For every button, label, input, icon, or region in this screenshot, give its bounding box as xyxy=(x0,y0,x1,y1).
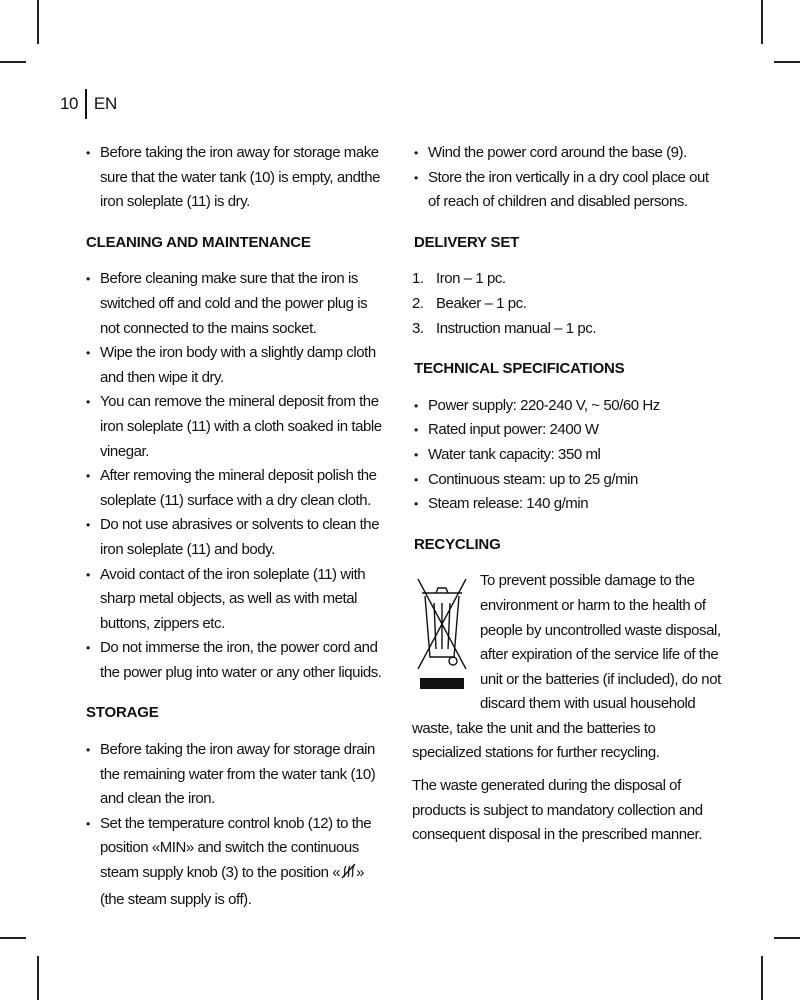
cleaning-list xyxy=(84,267,390,685)
list-item: • Water tank capacity: 350 ml xyxy=(412,443,722,468)
recycling-paragraph: To prevent possible damage to the environment or harm to the health of people by uncontrolled waste disposal, after expiration of the service life of the unit or the batteries (if included), do not discard them with usual household waste, take the unit and the batteries to specialized stations for further recycling. xyxy=(412,572,721,762)
list-item xyxy=(84,812,390,912)
crop-mark xyxy=(0,61,26,63)
list-item: • Steam release: 140 g/min xyxy=(412,492,722,517)
item-text: Instruction manual – 1 pc. xyxy=(436,319,597,337)
cleaning-heading: CLEANING AND MAINTENANCE xyxy=(86,233,311,251)
specs-heading: TECHNICAL SPECIFICATIONS xyxy=(414,360,625,378)
list-item: • Before taking the iron away for storage drain the remaining water from the water tank (10) and clean the iron. xyxy=(84,738,390,812)
list-item: • Before cleaning make sure that the iron is switched off and cold and the power plug is not connected to the mains socket. xyxy=(84,267,390,341)
list-item: • Continuous steam: up to 25 g/min xyxy=(412,468,722,493)
item-number: 3. xyxy=(412,319,424,337)
right-column xyxy=(412,141,722,848)
item-text: Iron – 1 pc. xyxy=(436,270,506,288)
list-item: • Wipe the iron body with a slightly damp cloth and then wipe it dry. xyxy=(84,341,390,390)
list-item: • Before taking the iron away for storage make sure that the water tank (10) is empty, andthe iron soleplate (11) is dry. xyxy=(84,141,390,215)
list-item: • Store the iron vertically in a dry cool place out of reach of children and disabled persons. xyxy=(412,166,722,215)
list-item: • Do not immerse the iron, the power cord and the power plug into water or any other liquids. xyxy=(84,636,390,685)
storage-intro-list xyxy=(84,141,390,215)
crop-mark xyxy=(37,956,39,1000)
page-header xyxy=(60,90,117,118)
disposal-paragraph: The waste generated during the disposal of products is subject to mandatory collection and consequent disposal in the prescribed manner. xyxy=(412,777,703,844)
item-text: Beaker – 1 pc. xyxy=(436,294,527,312)
list-item: • Wind the power cord around the base (9). xyxy=(412,141,722,166)
crossed-bin-icon xyxy=(416,575,468,693)
delivery-heading: DELIVERY SET xyxy=(414,233,520,251)
list-item xyxy=(412,292,722,317)
crop-mark xyxy=(774,61,800,63)
crop-mark xyxy=(761,0,763,44)
recycling-section xyxy=(412,569,722,848)
language-code: EN xyxy=(93,94,117,113)
storage-list xyxy=(84,738,390,912)
storage-text-before-icon: Set the temperature control knob (12) to the position «MIN» and switch the continuous steam supply knob (3) to the position « xyxy=(100,814,372,882)
crop-mark xyxy=(761,956,763,1000)
storage-cont-list xyxy=(412,141,722,215)
list-item xyxy=(412,317,722,342)
list-item: • Avoid contact of the iron soleplate (11) with sharp metal objects, as well as with metal buttons, zippers etc. xyxy=(84,563,390,637)
list-item: • Rated input power: 2400 W xyxy=(412,418,722,443)
list-item: • Do not use abrasives or solvents to clean the iron soleplate (11) and body. xyxy=(84,513,390,562)
page-number: 10 xyxy=(60,94,78,113)
crop-mark xyxy=(0,937,26,939)
steam-off-icon xyxy=(340,863,356,888)
list-item: • Power supply: 220-240 V, ~ 50/60 Hz xyxy=(412,394,722,419)
list-item: • You can remove the mineral deposit from the iron soleplate (11) with a cloth soaked in table vinegar. xyxy=(84,390,390,464)
crop-mark xyxy=(37,0,39,44)
storage-heading: STORAGE xyxy=(86,704,159,722)
recycling-heading: RECYCLING xyxy=(414,535,501,553)
list-item: • After removing the mineral deposit polish the soleplate (11) surface with a dry clean cloth. xyxy=(84,464,390,513)
storage-text-after-icon: » (the steam supply is off). xyxy=(100,864,365,908)
item-number: 1. xyxy=(412,270,424,288)
left-column xyxy=(84,141,390,912)
header-divider xyxy=(85,89,87,119)
crop-mark xyxy=(774,937,800,939)
delivery-list xyxy=(412,267,722,341)
item-number: 2. xyxy=(412,294,424,312)
list-item xyxy=(412,267,722,292)
specs-list xyxy=(412,394,722,517)
